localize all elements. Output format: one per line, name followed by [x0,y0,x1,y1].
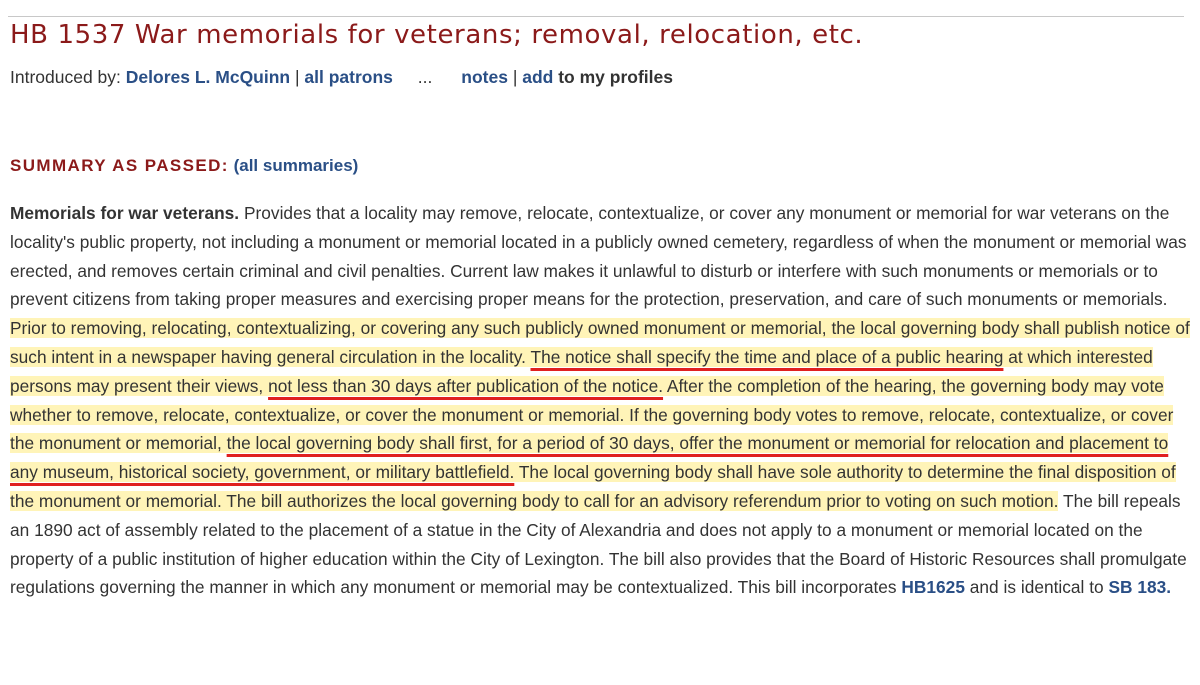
highlighted-text: The local governing body shall have sole authority to determine the final disposition of the monument or memorial. The bill authorizes the local governing body to call for an advisory referendum prior to voting on such motion. [10,462,1176,511]
to-my-profiles-text: to my profiles [558,67,673,87]
summary-text: and is identical to [964,577,1109,598]
summary-label: SUMMARY AS PASSED: [10,156,229,175]
all-summaries-link[interactable]: all summaries [239,156,353,175]
byline [10,67,673,88]
underlined-highlight: not less than 30 days after publication of the notice. [268,375,664,396]
separator: | [512,67,518,87]
summary-lead: Memorials for war veterans. [10,203,240,223]
summary-body [10,199,1192,602]
summary-heading [10,156,358,176]
highlighted-text: Prior to removing, relocating, contextualizing, or covering any such publicly owned monument or memorial, the local governing body shall publish notice of such intent in a newspaper having general circulation in the locality. [10,318,1190,367]
page-title: HB 1537 War memorials for veterans; removal, relocation, etc. [10,20,864,50]
patron-link[interactable]: Delores L. McQuinn [125,67,291,87]
introduced-by-label: Introduced by: [10,67,121,87]
paren: ) [352,156,359,175]
summary-paragraph [10,199,1192,602]
summary-text: Provides that a locality may remove, relocate, contextualize, or cover any monument or memorial for war veterans on the locality's public property, not including a monument or memorial located in a publicly owned cemetery, regardless of when the monument or memorial was erected, and removes certain criminal and civil penalties. Current law makes it unlawful to disturb or interfere with such monuments or memorials or to prevent citizens from taking proper measures and exercising proper means for the protection, preservation, and care of such monuments or memorials. [10,203,1187,310]
summary-text: The bill repeals an 1890 act of assembly related to the placement of a statue in the City of Alexandria and does not apply to a monument or memorial located on the property of a public institution of higher education within the City of Lexington. The bill also provides that the Board of Historic Resources shall promulgate regulations governing the manner in which any monument or memorial may be contextualized. This bill incorporates [10,490,1187,598]
sb183-link[interactable]: SB 183. [1108,577,1172,598]
highlighted-text: at which interested persons may present their views, [10,346,1153,396]
underlined-highlight: the local governing body shall first, for a period of 30 days, offer the monument or memorial for relocation and placement to any museum, historical society, government, or military battlefield. [10,433,1169,483]
ellipsis: ... [417,67,433,87]
top-divider [8,16,1184,17]
highlighted-text: After the completion of the hearing, the governing body may vote whether to remove, relocate, contextualize, or cover the monument or memorial. If the governing body votes to remove, relocate, contextualize, or cover the monument or memorial, [10,375,1174,454]
all-patrons-link[interactable]: all patrons [304,67,393,87]
notes-link[interactable]: notes [461,67,508,87]
hb1625-link[interactable]: HB1625 [901,577,965,598]
paren: ( [233,156,240,175]
add-profile-link[interactable]: add [522,67,554,87]
separator: | [294,67,300,87]
underlined-highlight: The notice shall specify the time and place of a public hearing [530,346,1004,367]
